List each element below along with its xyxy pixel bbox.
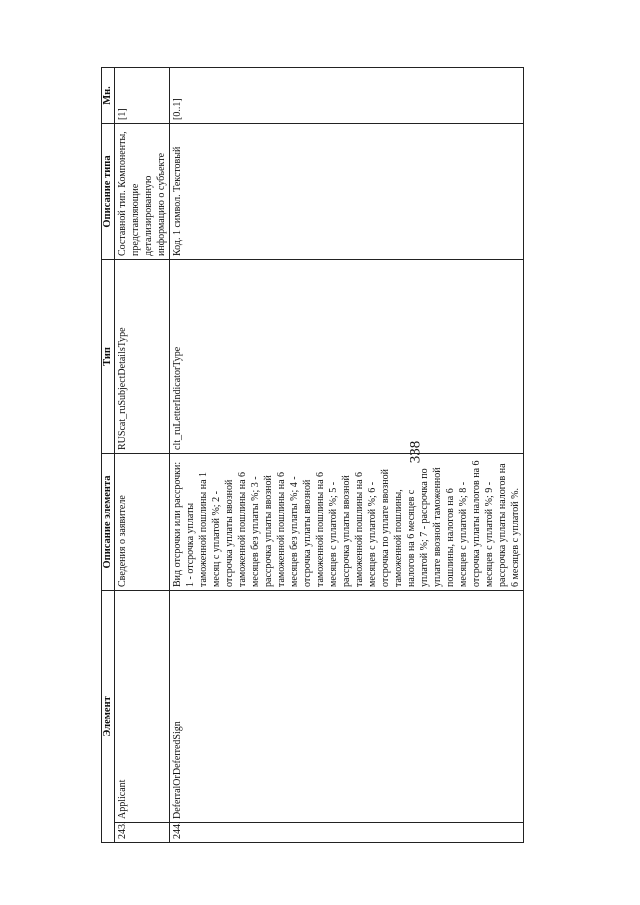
table-header-row (102, 68, 115, 843)
row-type-description: Составной тип. Компоненты, представляющие детализированную информацию о субъекте (115, 124, 170, 260)
row-number: 244. (170, 823, 524, 843)
header-multiplicity: Мн. (102, 68, 115, 124)
table-row (115, 68, 170, 843)
row-type: RUScat_ruSubjectDetailsType (115, 260, 170, 454)
header-element: Элемент (102, 591, 115, 843)
table-row (170, 68, 524, 843)
row-number: 243. (115, 823, 170, 843)
row-type-description: Код. 1 символ. Текстовый (170, 124, 524, 260)
header-type: Тип (102, 260, 115, 454)
rotated-table-wrapper (101, 68, 521, 843)
row-type: clt_ruLetterIndicatorType (170, 260, 524, 454)
row-multiplicity: [0..1] (170, 68, 524, 124)
row-element-description: Сведения о заявителе (115, 454, 170, 591)
row-element: Applicant (115, 591, 170, 823)
header-element-description: Описание элемента (102, 454, 115, 591)
row-multiplicity: [1] (115, 68, 170, 124)
row-element-description: Вид отсрочки или рассрочки: 1 - отсрочка уплаты таможенной пошлины на 1 месяц с уплатой %; 2 - отсрочка уплаты ввозной таможенной пошлины на 6 месяцев без уплаты %; 3 - рассрочка уплаты ввозной таможенной пошлины на 6 месяцев без уплаты %; 4 - отсрочка уплаты ввозной таможенной пошлины на 6 месяцев с уплатой %; 5 - рассрочка уплаты ввозной таможенной пошлины на 6 месяцев с уплатой %; 6 - отсрочка по уплате ввозной таможенной пошлины, налогов на 6 месяцев с уплатой %; 7 - рассрочка по уплате ввозной таможенной пошлины, налогов на 6 месяцев с уплатой %; 8 - отсрочка уплаты налогов на 6 месяцев с уплатой %; 9 - рассрочка уплаты налогов на 6 месяцев с уплатой %. (170, 454, 524, 591)
elements-table (101, 67, 524, 843)
row-element: DeferralOrDeferredSign (170, 591, 524, 823)
header-type-description: Описание типа (102, 124, 115, 260)
page-number: 338 (407, 440, 424, 464)
rotated-table-area (101, 68, 521, 843)
